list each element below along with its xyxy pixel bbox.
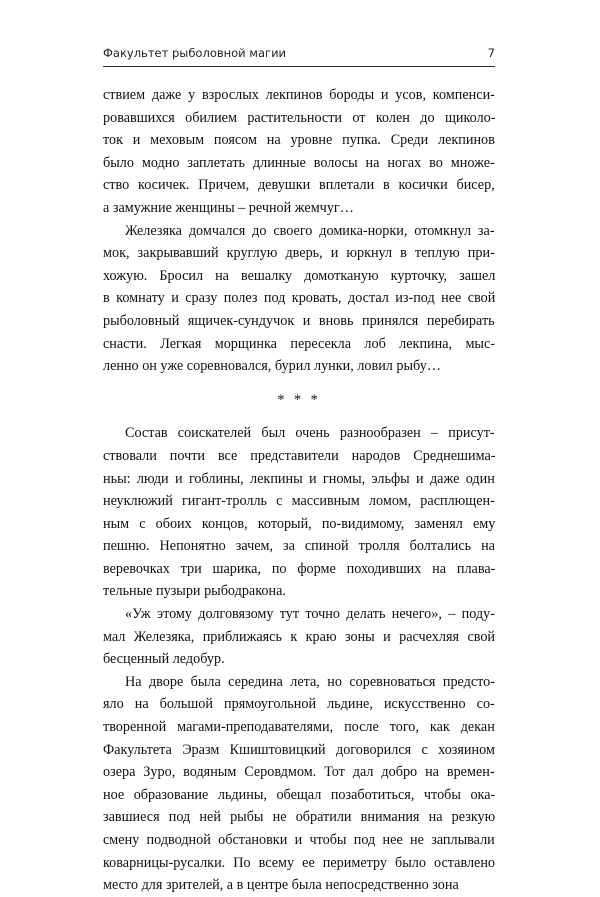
text-line: завшиеся под ней рыбы не обратили внимания на резкую [103, 809, 496, 826]
text-line: веревочках три шарика, по форме походивших на плава- [103, 560, 496, 577]
text-line: яло на большой прямоугольной льдине, искусственно со- [103, 696, 495, 713]
text-line: творенной магами-преподавателями, после того, как декан [103, 719, 495, 736]
text-line: На дворе была середина лета, но соревноваться предсто- [125, 673, 495, 690]
text-line: неуклюжий гигант-тролль с массивным ломом, расплющен- [103, 493, 495, 510]
text-line: ньы: люди и гоблины, лекпины и гномы, эльфы и даже один [103, 470, 495, 487]
text-line: ным с обоих концов, который, по-видимому, заменял ему [103, 515, 496, 532]
text-line: ствовали почти все представители народов Среднешима- [103, 447, 496, 464]
text-line: «Уж этому долговязому тут точно делать нечего», – поду- [125, 606, 495, 623]
text-line: озера Зуро, водяным Серовдмом. Тот дал добро на времен- [103, 764, 495, 781]
paragraph-5 [103, 671, 495, 897]
paragraph-1 [103, 84, 495, 220]
text-line: ровавшихся обилием растительности от колен до щиколо- [103, 109, 496, 126]
text-line: пешню. Непонятно зачем, за спиной тролля болтались на [103, 538, 495, 555]
text-line: ствием даже у взрослых лекпинов бороды и усов, компенси- [103, 87, 495, 103]
text-line: место для зрителей, а в центре была непосредственно зона [103, 877, 459, 894]
text-line: коварницы-русалки. По всему ее периметру было оставлено [103, 854, 496, 871]
text-line: мок, закрывавший круглую дверь, и юркнул в теплую при- [103, 245, 495, 262]
header-rule [103, 66, 495, 67]
page-number: 7 [487, 46, 495, 60]
text-line: тельные пузыри рыбодракона. [103, 583, 286, 600]
paragraph-4 [103, 603, 495, 671]
text-line: хожую. Бросил на вешалку домотканую курточку, зашел [103, 267, 496, 284]
paragraph-2 [103, 220, 495, 378]
text-line: снасти. Легкая морщинка пересекла лоб лекпина, мыс- [103, 335, 495, 352]
running-title: Факультет рыболовной магии [103, 46, 287, 60]
body-text [103, 84, 495, 897]
text-line: мал Железяка, приближаясь к краю зоны и расчехляя свой [103, 628, 496, 645]
scene-break: * * * [277, 391, 321, 408]
text-line: бесценный ледобур. [103, 651, 225, 668]
text-line: в комнату и сразу полез под кровать, достал из-под нее свой [103, 290, 496, 307]
text-line: было модно заплетать длинные волосы на ногах во множе- [103, 154, 495, 171]
running-head [103, 46, 495, 64]
text-line: Железяка домчался до своего домика-норки, отомкнул за- [125, 222, 495, 239]
text-line: рыболовный ящичек-сундучок и вновь принялся перебирать [103, 312, 495, 329]
text-line: Состав соискателей был очень разнообразен – присут- [125, 425, 495, 442]
text-line: ное образование льдины, обещал позаботиться, чтобы ока- [103, 786, 496, 803]
text-line: а замужние женщины – речной жемчуг… [103, 199, 354, 216]
text-line: смену подводной обстановки и чтобы под нее не заплывали [103, 832, 495, 848]
text-line: Факультета Эразм Кшиштовицкий договорился с хозяином [103, 741, 495, 758]
text-line: ство косичек. Причем, девушки вплетали в косички бисер, [103, 177, 495, 194]
text-line: ленно он уже соревновался, бурил лунки, ловил рыбу… [103, 358, 442, 375]
text-line: ток и меховым поясом на уровне пупка. Среди лекпинов [103, 132, 495, 149]
paragraph-3 [103, 422, 495, 603]
